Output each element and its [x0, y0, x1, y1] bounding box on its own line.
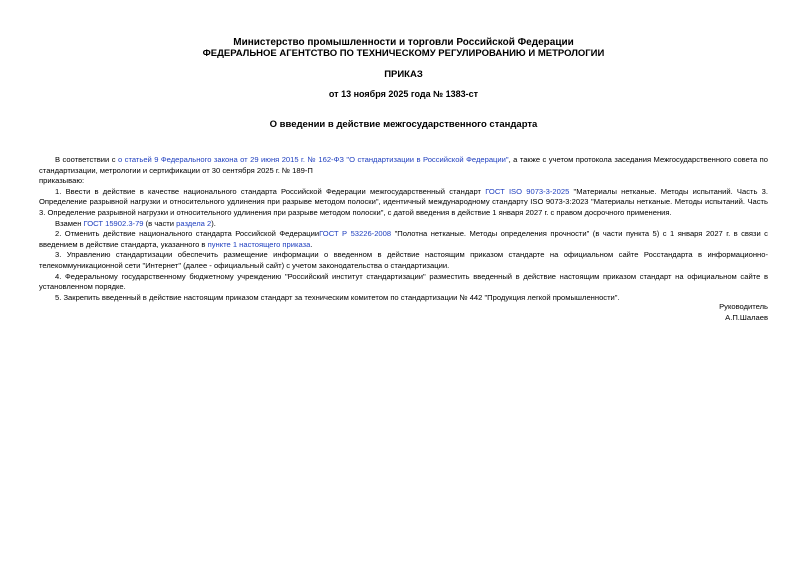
gost-iso-link[interactable]: ГОСТ ISO 9073-3-2025 [485, 186, 570, 196]
paragraph-3: 3. Управлению стандартизации обеспечить размещение информации о введенном в действие настоящим приказом стандарте на официальном сайте Росстандарта в информационно-телекоммуникационной сети "Интернет" (далее - официальный сайт) с учетом законодательства о стандартизации. [39, 250, 768, 270]
law-link[interactable]: о статьей 9 Федерального закона от 29 июня 2015 г. № 162-ФЗ "О стандартизации в Российской Федерации" [117, 155, 509, 164]
text-segment: В соответствии с [55, 155, 116, 164]
paragraph-5: 5. Закрепить введенный в действие настоящим приказом стандарт за техническим комитетом по стандартизации № 442 "Продукция легкой промышленности". [55, 292, 620, 302]
text-segment: . [310, 239, 313, 249]
text-segment: Взамен [55, 218, 84, 228]
section-2-link[interactable]: раздела 2 [176, 218, 212, 228]
ministry-heading: Министерство промышленности и торговли Российской Федерации [233, 37, 574, 48]
gost-r-53226-link[interactable]: ГОСТ Р 53226-2008 [319, 229, 392, 239]
paragraph-1 [39, 187, 768, 219]
document-subject: О введении в действие межгосударственного стандарта [269, 119, 538, 130]
text-segment: (в части [143, 218, 177, 228]
signatory-name: А.П.Шалаев [725, 312, 768, 322]
paragraph-2 [39, 229, 768, 250]
text-segment: , а также с учетом протокола заседания Межгосударственного совета по стандартизации, метрологии и сертификации от 30 сентября 2025 г. № 189-П [39, 155, 768, 175]
paragraph-4: 4. Федеральному государственному бюджетному учреждению "Российский институт стандартизации" разместить введенный в действие настоящим приказом стандарт на официальном сайте в установленном порядке. [39, 271, 768, 292]
point-1-link[interactable]: пункте 1 настоящего приказа [207, 239, 311, 249]
signatory-title: Руководитель [719, 302, 768, 311]
text-segment: ). [211, 218, 216, 228]
date-number: от 13 ноября 2025 года № 1383-ст [328, 89, 479, 99]
text-segment: 2. Отменить действие национального стандарта Российской Федерации [55, 229, 320, 239]
paragraph-replacement [39, 219, 768, 230]
text-segment: "Полотна нетканые. Методы определения прочности" (в части пункта 5) с 1 января 2027 г. в связи с введением в действие стандарта, указанного в [39, 229, 768, 249]
order-word: приказываю: [39, 176, 85, 186]
gost-15902-link[interactable]: ГОСТ 15902.3-79 [83, 218, 144, 228]
paragraph-preamble [39, 155, 768, 176]
document-body [39, 155, 768, 303]
text-segment: 1. Ввести в действие в качестве национального стандарта Российской Федерации межгосударственный стандарт [55, 186, 486, 196]
agency-heading: ФЕДЕРАЛЬНОЕ АГЕНТСТВО ПО ТЕХНИЧЕСКОМУ РЕГУЛИРОВАНИЮ И МЕТРОЛОГИИ [202, 48, 605, 59]
signature-block [719, 302, 768, 323]
document-type: ПРИКАЗ [384, 69, 423, 80]
text-segment: "Материалы нетканые. Методы испытаний. Часть 3. Определение разрывной нагрузки и относительного удлинения при разрыве методом полоски", идентичный международному стандарту ISO 9073-3:2023 "Материалы нетканые. Методы испытаний. Часть 3. Определение разрывной нагрузки и относительного удлинения при разрыве методом полоски", с датой введения в действие 1 января 2027 г. с правом досрочного применения. [39, 186, 768, 217]
